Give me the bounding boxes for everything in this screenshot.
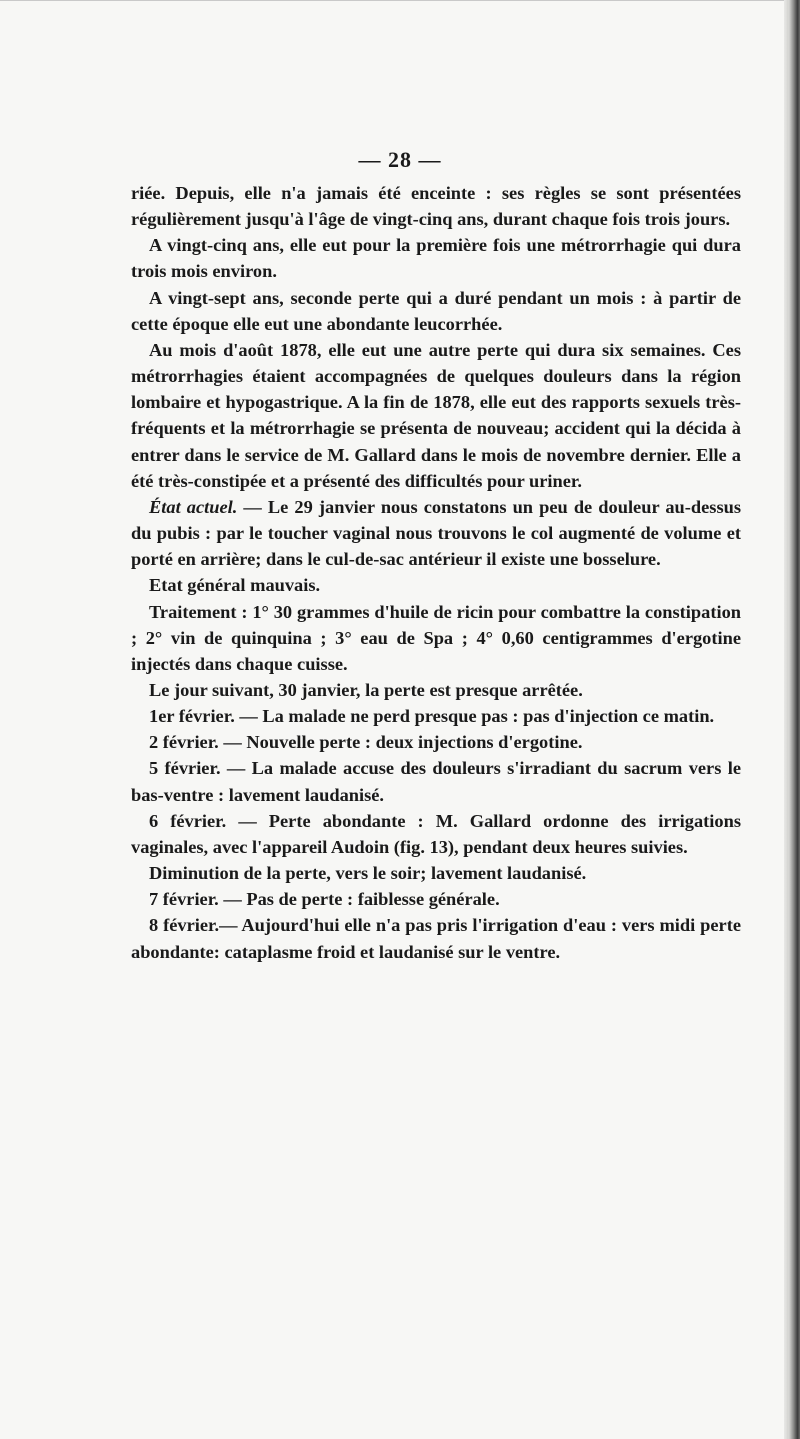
paragraph: riée. Depuis, elle n'a jamais été enceinte : ses règles se sont présentées régulièrement jusqu'à l'âge de vingt-cinq ans, durant chaque fois trois jours. (131, 183, 741, 230)
page-number: — 28 — (358, 147, 442, 172)
date-lead: 1er (149, 706, 175, 727)
paragraph: Etat général mauvais. (149, 575, 321, 596)
section-lead: État actuel. (149, 496, 238, 517)
paragraph: Diminution de la perte, vers le soir; lavement laudanisé. (149, 863, 587, 884)
paragraph: A vingt-sept ans, seconde perte qui a duré pendant un mois : à partir de cette époque elle eut une abondante leucorrhée. (131, 287, 741, 334)
paragraph: Le jour suivant, 30 janvier, la perte est presque arrêtée. (149, 679, 583, 700)
paragraph: 6 février. — Perte abondante : M. Gallard ordonne des irrigations vaginales, avec l'appareil Audoin (fig. 13), pendant deux heures suivies. (131, 810, 741, 857)
paragraph: 7 février. — Pas de perte : faiblesse générale. (149, 889, 500, 910)
paragraph: Au mois d'août 1878, elle eut une autre perte qui dura six semaines. Ces métrorrhagies étaient accompagnées de quelques douleurs dans la région lombaire et hypogastrique. A la fin de 1878, elle eut des rapports sexuels très-fréquents et la métrorrhagie se présenta de nouveau; accident qui la décida à entrer dans le service de M. Gallard dans le mois de novembre dernier. Elle a été très-constipée et a présenté des difficultés pour uriner. (131, 339, 741, 491)
paragraph: État actuel. — Le 29 janvier nous constatons un peu de douleur au-dessus du pubis : par le toucher vaginal nous trouvons le col augmenté de volume et porté en arrière; dans le cul-de-sac antérieur il existe une bosselure. (131, 496, 742, 570)
paragraph: A vingt-cinq ans, elle eut pour la première fois une métrorrhagie qui dura trois mois environ. (131, 235, 741, 282)
paragraph: 8 février.— Aujourd'hui elle n'a pas pris l'irrigation d'eau : vers midi perte abondante: cataplasme froid et laudanisé sur le ventre. (131, 915, 741, 962)
paragraph: 5 février. — La malade accuse des douleurs s'irradiant du sacrum vers le bas-ventre : lavement laudanisé. (131, 758, 741, 805)
paragraph: 2 février. — Nouvelle perte : deux injections d'ergotine. (149, 732, 583, 753)
top-edge-rule (0, 0, 790, 7)
body-text (131, 180, 741, 965)
book-binding-edge (784, 0, 800, 1439)
paragraph: Traitement : 1° 30 grammes d'huile de ricin pour combattre la constipation ; 2° vin de quinquina ; 3° eau de Spa ; 4° 0,60 centigrammes d'ergotine injectés dans chaque cuisse. (131, 601, 741, 674)
paragraph: 1er février. — La malade ne perd presque pas : pas d'injection ce matin. (149, 706, 715, 727)
